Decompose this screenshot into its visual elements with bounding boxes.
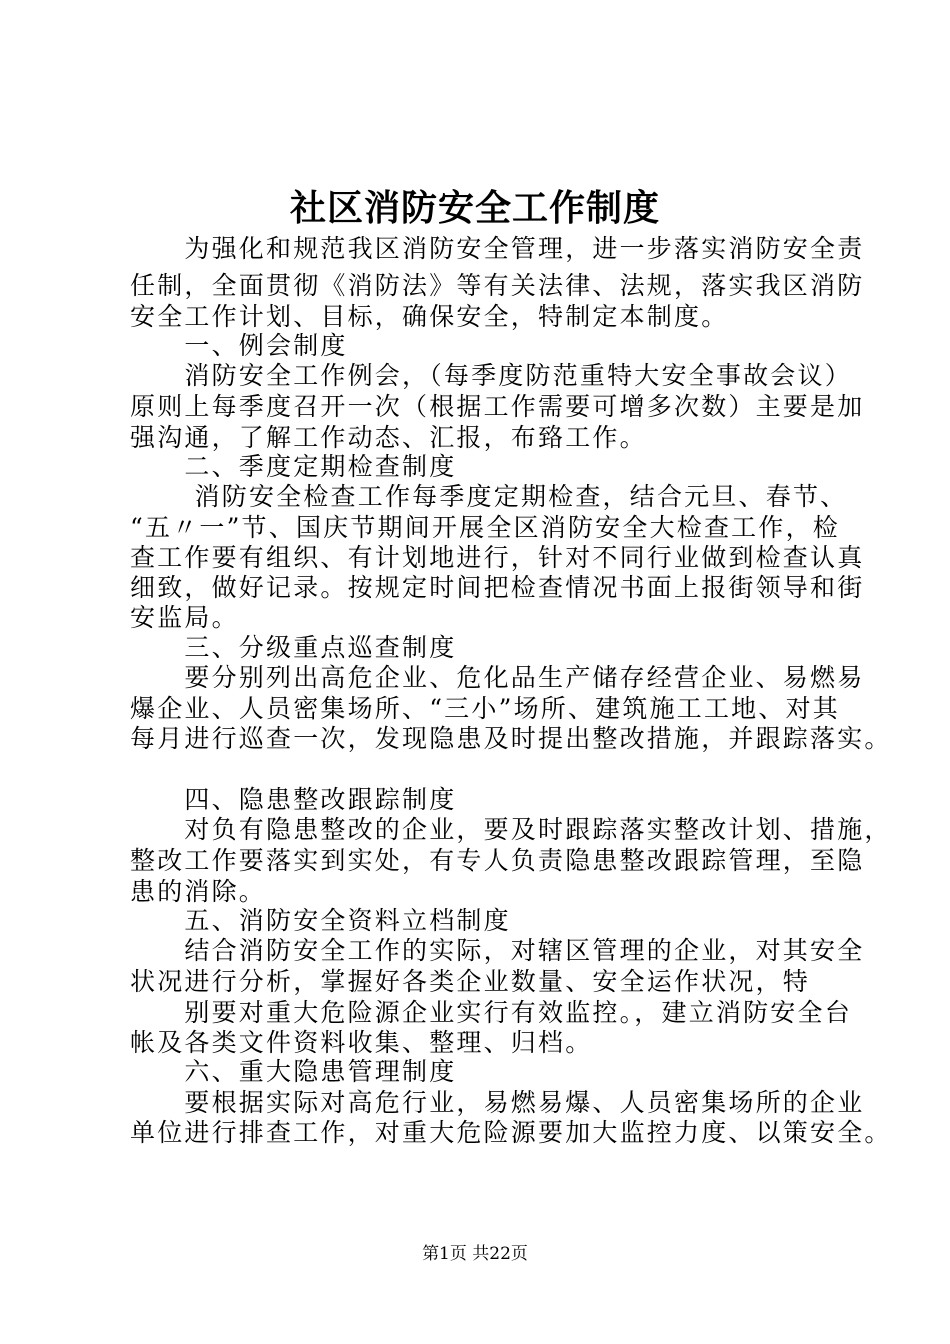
body-line: 细致，做好记录。按规定时间把检查情况书面上报街领导和街 — [130, 573, 865, 602]
body-line: 为强化和规范我区消防安全管理，进一步落实消防安全责 — [130, 234, 865, 263]
section-heading: 六、重大隐患管理制度 — [130, 1057, 457, 1086]
body-line: 任制，全面贯彻《消防法》等有关法律、法规，落实我区消防 — [130, 271, 865, 300]
body-line: 爆企业、人员密集场所、“三小”场所、建筑施工工地、对其 — [130, 694, 840, 723]
body-line: 单位进行排查工作，对重大危险源要加大监控力度、以策安全。 — [130, 1118, 892, 1147]
body-line: 患的消除。 — [130, 877, 267, 906]
section-heading: 五、消防安全资料立档制度 — [130, 906, 511, 935]
body-line: 要分别列出高危企业、危化品生产储存经营企业、易燃易 — [130, 663, 865, 692]
body-line: 强沟通，了解工作动态、汇报，布臵工作。 — [130, 423, 647, 452]
body-line: 安全工作计划、目标，确保安全，特制定本制度。 — [130, 302, 729, 331]
page-footer: 第1页 共22页 — [422, 1244, 528, 1264]
body-line: 安监局。 — [130, 603, 239, 632]
body-line: 消防安全工作例会，（每季度防范重特大安全事故会议） — [130, 361, 852, 390]
body-line: 对负有隐患整改的企业，要及时跟踪落实整改计划、措施， — [130, 815, 892, 844]
section-heading: 二、季度定期检查制度 — [130, 452, 457, 481]
body-line: 要根据实际对高危行业，易燃易爆、人员密集场所的企业 — [130, 1088, 865, 1117]
body-line: 帐及各类文件资料收集、整理、归档。 — [130, 1028, 593, 1057]
body-line: 状况进行分析，掌握好各类企业数量、安全运作状况，特 — [130, 967, 811, 996]
body-line: 每月进行巡查一次，发现隐患及时提出整改措施，并跟踪落实。 — [130, 724, 892, 753]
section-heading: 四、隐患整改跟踪制度 — [130, 785, 457, 814]
document-title: 社区消防安全工作制度 — [289, 187, 660, 229]
body-line: 消防安全检查工作每季度定期检查，结合元旦、春节、 — [130, 482, 848, 511]
body-line: 原则上每季度召开一次（根据工作需要可增多次数）主要是加 — [130, 392, 865, 421]
section-heading: 一、例会制度 — [130, 331, 348, 360]
body-line: 整改工作要落实到实处，有专人负责隐患整改跟踪管理，至隐 — [130, 846, 865, 875]
body-line: 别要对重大危险源企业实行有效监控。，建立消防安全台 — [130, 998, 852, 1027]
section-heading: 三、分级重点巡查制度 — [130, 633, 457, 662]
body-line: “五〃一”节、国庆节期间开展全区消防安全大检查工作，检 — [130, 513, 840, 542]
body-line: 结合消防安全工作的实际，对辖区管理的企业，对其安全 — [130, 936, 865, 965]
body-line: 查工作要有组织、有计划地进行，针对不同行业做到检查认真 — [130, 543, 865, 572]
